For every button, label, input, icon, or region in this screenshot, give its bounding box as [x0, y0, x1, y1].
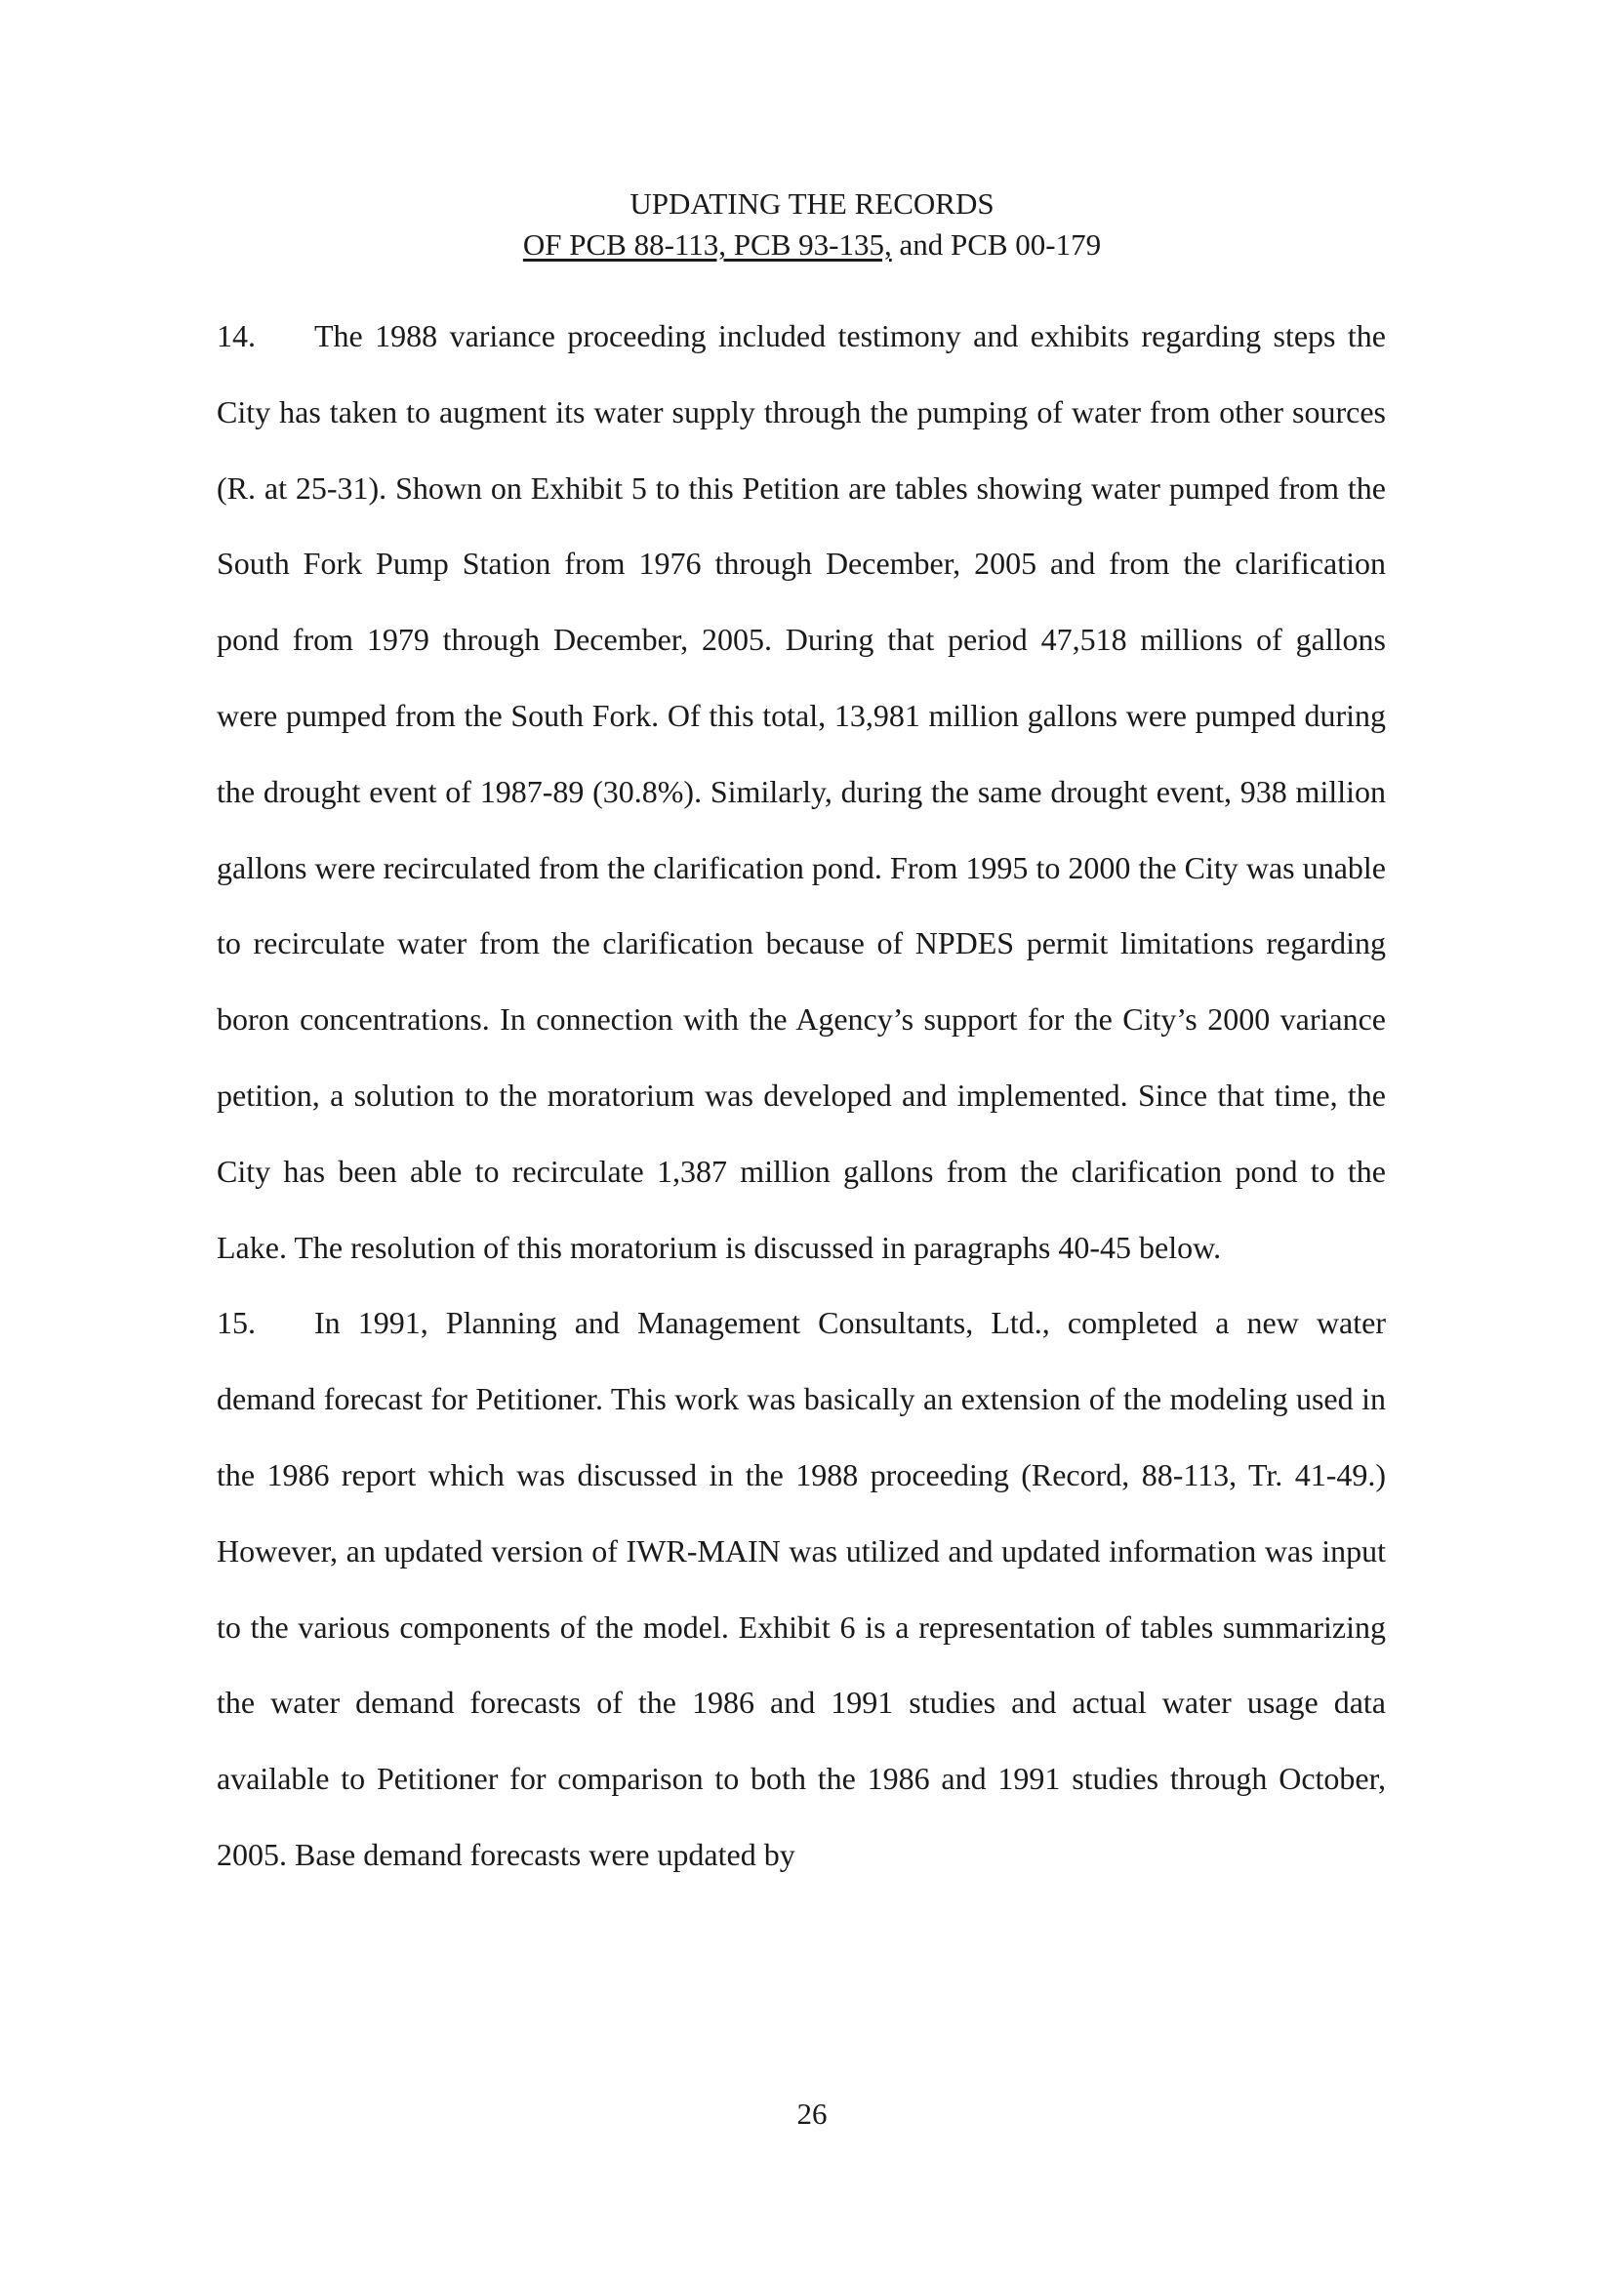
- paragraph-15: [217, 1285, 1386, 1893]
- page-number: 26: [796, 2097, 828, 2131]
- paragraph-14: [217, 299, 1386, 1285]
- paragraph-number: 15.: [217, 1305, 256, 1341]
- section-heading: [0, 183, 1624, 265]
- heading-line-2: [523, 224, 1101, 265]
- heading-underlined-case-numbers: OF PCB 88-113, PCB 93-135,: [522, 227, 892, 262]
- heading-line-1: UPDATING THE RECORDS: [629, 186, 995, 221]
- heading-case-number-suffix: and PCB 00-179: [891, 227, 1102, 262]
- paragraph-number: 14.: [217, 318, 256, 353]
- paragraph-text: In 1991, Planning and Management Consultants, Ltd., completed a new water demand forecast for Petitioner. This work was basically an extension of the modeling used in the 1986 report which was discussed in the 1988 proceeding (Record, 88-113, Tr. 41-49.) However, an updated version of IWR-MAIN was utilized and updated information was input to the various components of the model. Exhibit 6 is a representation of tables summarizing the water demand forecasts of the 1986 and 1991 studies and actual water usage data available to Petitioner for comparison to both the 1986 and 1991 studies through October, 2005. Base demand forecasts were updated by: [217, 1305, 1386, 1872]
- body-text: [217, 299, 1386, 1894]
- paragraph-text: The 1988 variance proceeding included testimony and exhibits regarding steps the City has taken to augment its water supply through the pumping of water from other sources (R. at 25-31). Shown on Exhibit 5 to this Petition are tables showing water pumped from the South Fork Pump Station from 1976 through December, 2005 and from the clarification pond from 1979 through December, 2005. During that period 47,518 millions of gallons were pumped from the South Fork. Of this total, 13,981 million gallons were pumped during the drought event of 1987-89 (30.8%). Similarly, during the same drought event, 938 million gallons were recirculated from the clarification pond. From 1995 to 2000 the City was unable to recirculate water from the clarification because of NPDES permit limitations regarding boron concentrations. In connection with the Agency’s support for the City’s 2000 variance petition, a solution to the moratorium was developed and implemented. Since that time, the City has been able to recirculate 1,387 million gallons from the clarification pond to the Lake. The resolution of this moratorium is discussed in paragraphs 40-45 below.: [217, 318, 1386, 1265]
